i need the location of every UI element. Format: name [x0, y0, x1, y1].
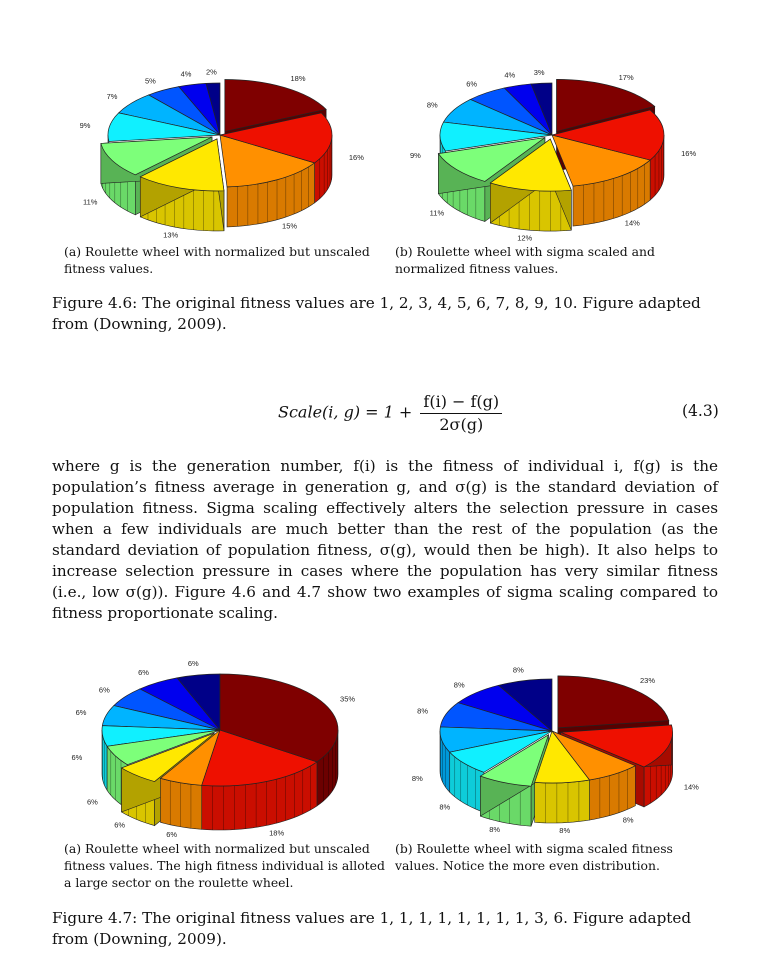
- pie-label-8: 8%: [622, 815, 634, 825]
- pie-label-3: 6%: [466, 79, 478, 89]
- pie-label-10: 17%: [618, 72, 634, 82]
- figure-caption-4-7: Figure 4.7: The original fitness values are 1, 1, 1, 1, 1, 1, 1, 1, 3, 6. Figure adapted from (Downing, 2009).: [52, 909, 692, 948]
- pie-label-9: 16%: [681, 149, 697, 158]
- pie-label-4: 8%: [426, 100, 438, 110]
- pie-label-6: 11%: [429, 208, 445, 218]
- pie-label-4: 7%: [106, 92, 118, 102]
- pie-label-1: 8%: [512, 665, 524, 675]
- pie-label-6: 8%: [489, 825, 501, 835]
- pie-chart-4-6a: [60, 40, 380, 240]
- equation-4-3: [278, 392, 502, 434]
- pie-label-9: 16%: [348, 152, 364, 162]
- pie-label-1: 3%: [533, 67, 545, 77]
- subcaption-4-7b: (b) Roulette wheel with sigma scaled fitness values. Notice the more even distribution.: [395, 841, 673, 873]
- pie-label-8: 14%: [624, 218, 640, 228]
- pie-label-4: 8%: [411, 773, 423, 783]
- pie-label-8: 15%: [282, 221, 298, 231]
- pie-chart-4-6a-svg: [60, 40, 380, 240]
- pie-label-3: 5%: [145, 76, 156, 86]
- pie-label-5: 8%: [439, 802, 451, 812]
- pie-label-2: 4%: [504, 70, 516, 80]
- pie-label-10: 18%: [290, 73, 306, 83]
- pie-label-10: 23%: [640, 675, 656, 685]
- pie-label-10: 35%: [340, 694, 356, 704]
- pie-label-6: 11%: [82, 197, 98, 207]
- pie-label-7: 12%: [517, 233, 533, 243]
- subcaption-4-7a: (a) Roulette wheel with normalized but unscaled fitness values. The high fitness individual is alloted a large sector on the roulette wheel.: [64, 841, 385, 890]
- pie-chart-4-6b-svg: [392, 40, 712, 243]
- pie-label-5: 9%: [410, 150, 421, 160]
- pie-chart-4-7a-svg: [60, 650, 380, 839]
- body-paragraph: where g is the generation number, f(i) is the fitness of individual i, f(g) is the population’s fitness average in generation g, and σ(g) is the standard deviation of population fitness. Sigma scaling effectively alters the selection pressure in cases when a few individuals are much better than the rest of the population (as the standard deviation of population fitness, σ(g), would then be high). It also helps to increase selection pressure in cases where the population has very similar fitness (i.e., low σ(g)). Figure 4.6 and 4.7 show two examples of sigma scaling compared to fitness proportionate scaling.: [52, 457, 718, 622]
- pie-label-7: 6%: [114, 820, 126, 830]
- equation-number: (4.3): [682, 402, 719, 420]
- pie-label-3: 6%: [98, 685, 110, 695]
- equation-lhs: Scale(i, g) = 1 +: [278, 402, 413, 422]
- pie-label-7: 13%: [163, 230, 179, 240]
- pie-label-3: 8%: [417, 706, 429, 716]
- pie-label-9: 14%: [683, 782, 699, 792]
- equation-fraction: [420, 392, 502, 434]
- pie-chart-4-7a: [60, 650, 380, 839]
- pie-label-2: 8%: [453, 680, 465, 690]
- pie-slice-side-7: [535, 780, 590, 823]
- pie-tops: [102, 674, 338, 786]
- subcaption-4-6b: (b) Roulette wheel with sigma scaled and normalized fitness values.: [395, 244, 655, 276]
- pie-chart-4-6b: [392, 40, 712, 243]
- figure-caption-4-6: Figure 4.6: The original fitness values are 1, 2, 3, 4, 5, 6, 7, 8, 9, 10. Figure adapted from (Downing, 2009).: [52, 294, 701, 333]
- pie-label-1: 2%: [205, 67, 217, 77]
- equation-numerator: f(i) − f(g): [420, 392, 502, 414]
- pie-label-7: 8%: [559, 826, 571, 836]
- pie-label-1: 6%: [187, 658, 199, 668]
- pie-label-8: 6%: [166, 829, 178, 839]
- pie-label-6: 6%: [87, 797, 98, 807]
- pie-label-9: 18%: [269, 828, 285, 838]
- subcaption-4-6a: (a) Roulette wheel with normalized but unscaled fitness values.: [64, 244, 370, 276]
- pie-label-2: 4%: [180, 69, 192, 79]
- pie-slice-side-8: [160, 778, 201, 829]
- pie-chart-4-7b-svg: [392, 636, 712, 836]
- pie-label-4: 6%: [75, 708, 87, 718]
- pie-chart-4-7b: [392, 636, 712, 836]
- equation-denominator: 2σ(g): [439, 415, 484, 434]
- pie-label-5: 9%: [79, 121, 91, 131]
- pie-label-5: 6%: [71, 753, 83, 763]
- pie-label-2: 6%: [138, 668, 149, 678]
